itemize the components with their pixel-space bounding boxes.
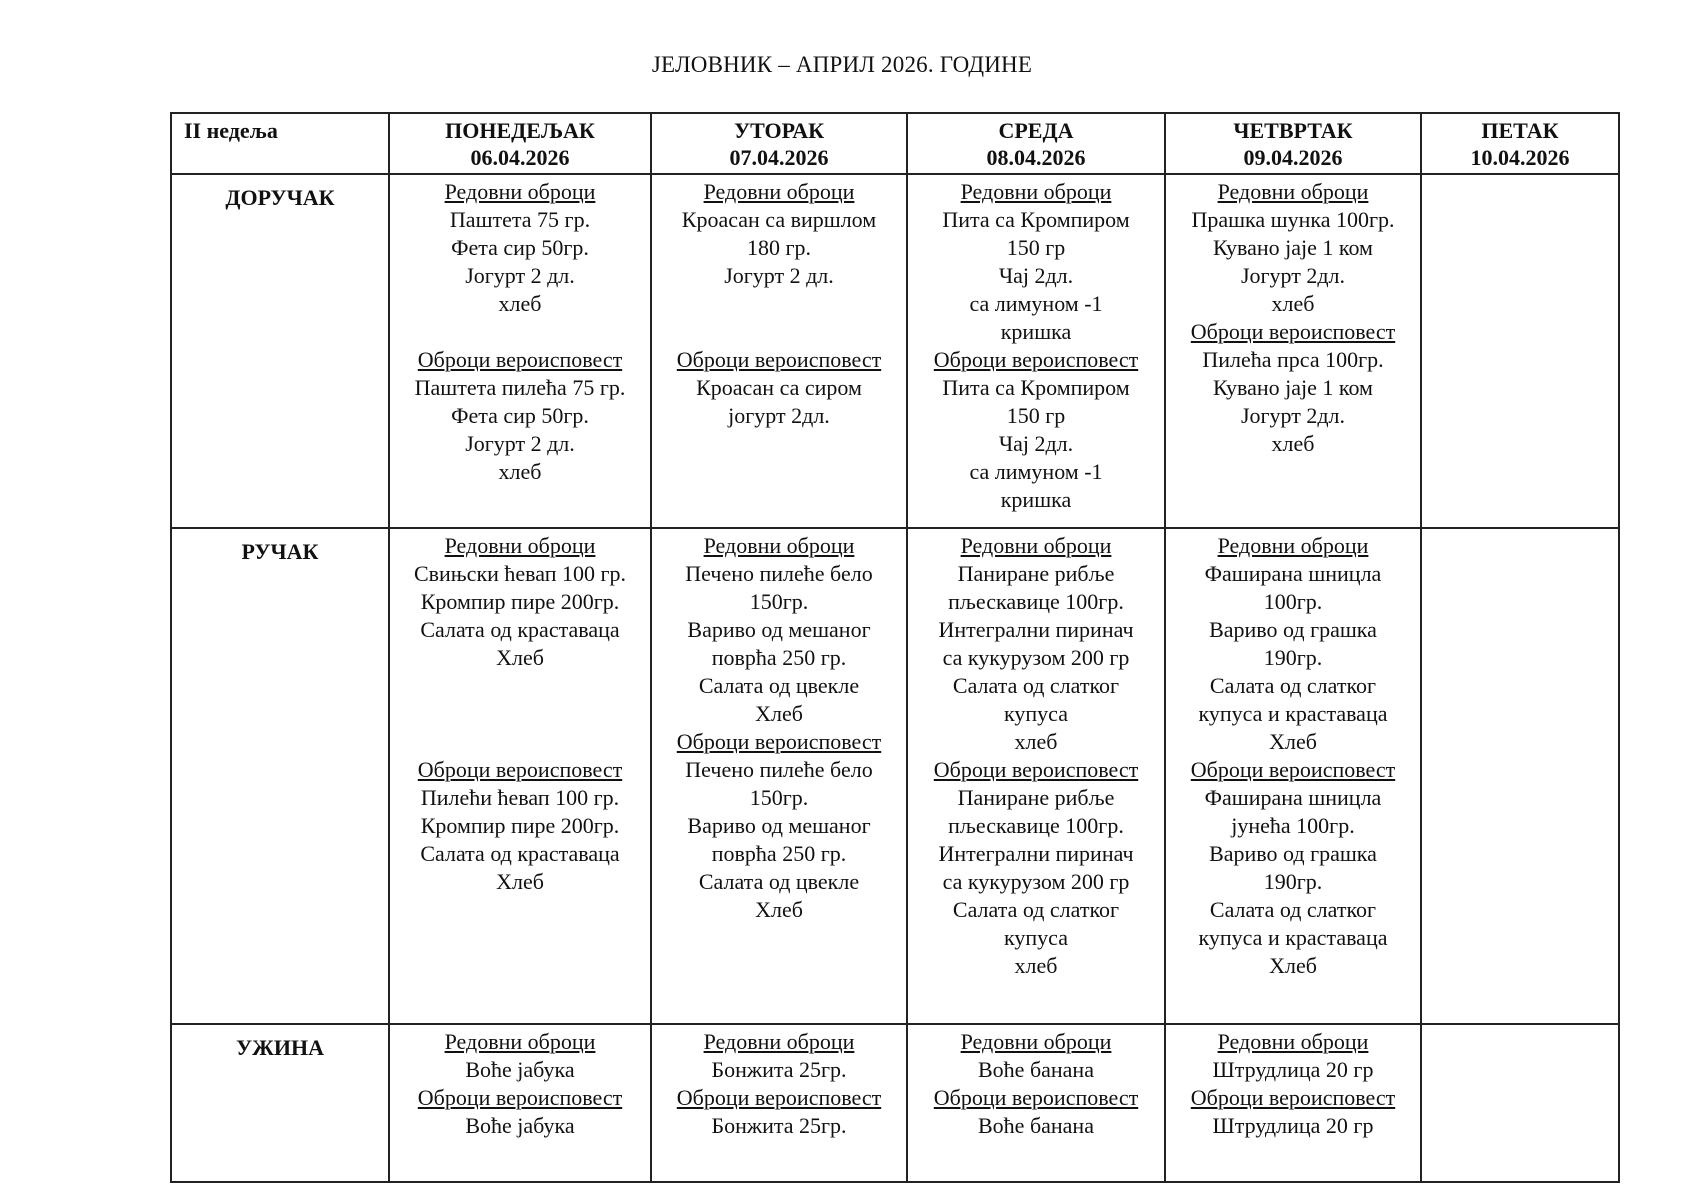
menu-cell [907,1024,1165,1182]
menu-item: пљескавице 100гр. [948,589,1124,614]
menu-item: Чај 2дл. [998,431,1074,456]
menu-item: са лимуном -1 [969,291,1103,316]
spacer [390,318,650,346]
day-header-tuesday [651,113,907,174]
menu-item: Фета сир 50гр. [451,403,589,428]
menu-item: кришка [1000,487,1072,512]
menu-item: са лимуном -1 [969,459,1103,484]
menu-item: Пита са Кромпиром [942,207,1130,232]
menu-item: Штрудлица 20 гр [1212,1057,1374,1082]
menu-item: Салата од цвекле [698,673,860,698]
day-name: ПЕТАК [1481,118,1559,143]
menu-item: Јогурт 2 дл. [465,263,575,288]
regular-meals-heading: Редовни оброци [1217,1029,1369,1054]
religious-meals-heading: Оброци вероисповест [1190,757,1396,782]
menu-item: 150 гр [1006,235,1066,260]
religious-meals-heading: Оброци вероисповест [676,347,882,372]
menu-item: Вариво од мешаног [687,813,871,838]
menu-item: пљескавице 100гр. [948,813,1124,838]
menu-item: Пита са Кромпиром [942,375,1130,400]
menu-item: купуса [1004,701,1068,726]
spacer [390,700,650,728]
day-name: УТОРАК [733,118,825,143]
day-name: СРЕДА [998,118,1074,143]
menu-item: Кромпир пире 200гр. [420,813,620,838]
day-header-monday [389,113,651,174]
menu-item: Салата од слатког [1209,673,1377,698]
menu-item: Хлеб [755,897,803,922]
menu-item: Кроасан са сиром [696,375,862,400]
spacer [652,290,906,318]
menu-item: хлеб [1271,431,1315,456]
day-date: 10.04.2026 [1470,145,1570,170]
menu-item: Воће јабука [465,1057,575,1082]
menu-item: Хлеб [755,701,803,726]
menu-table [170,112,1620,1183]
religious-meals-heading: Оброци вероисповест [417,757,623,782]
regular-meals-heading: Редовни оброци [960,533,1112,558]
menu-item: хлеб [1014,953,1058,978]
menu-item: Јогурт 2дл. [1240,263,1346,288]
menu-item: кришка [1000,319,1072,344]
menu-cell [1421,174,1619,528]
menu-item: Хлеб [1269,953,1317,978]
menu-item: 150 гр [1006,403,1066,428]
menu-cell [1421,1024,1619,1182]
menu-item: Штрудлица 20 гр [1212,1113,1374,1138]
menu-item: 180 гр. [746,235,812,260]
menu-item: Јогурт 2 дл. [465,431,575,456]
menu-item: Интегрални пиринач [938,841,1134,866]
menu-cell [907,528,1165,1024]
spacer [390,728,650,756]
day-header-thursday [1165,113,1421,174]
menu-item: поврћа 250 гр. [711,645,847,670]
menu-item: са кукурузом 200 гр [942,869,1130,894]
meal-label: РУЧАК [171,528,389,1024]
meal-row-snack [171,1024,1619,1182]
menu-item: купуса и краставаца [1198,701,1388,726]
meal-label: УЖИНА [171,1024,389,1182]
menu-cell [651,1024,907,1182]
menu-item: хлеб [1014,729,1058,754]
day-date: 06.04.2026 [470,145,570,170]
menu-item: Печено пилеће бело [685,561,873,586]
menu-item: Салата од слатког [952,673,1120,698]
menu-item: Бонжита 25гр. [711,1113,847,1138]
religious-meals-heading: Оброци вероисповест [933,757,1139,782]
regular-meals-heading: Редовни оброци [703,179,855,204]
menu-item: Паштета 75 гр. [449,207,591,232]
menu-item: Хлеб [496,645,544,670]
day-header-friday [1421,113,1619,174]
header-row [171,113,1619,174]
menu-item: Воће банана [978,1057,1094,1082]
menu-item: Салата од краставаца [420,841,620,866]
menu-cell [389,528,651,1024]
menu-item: Бонжита 25гр. [711,1057,847,1082]
menu-item: Чај 2дл. [998,263,1074,288]
regular-meals-heading: Редовни оброци [703,1029,855,1054]
menu-item: јогурт 2дл. [728,403,830,428]
menu-cell [1165,528,1421,1024]
regular-meals-heading: Редовни оброци [444,1029,596,1054]
menu-item: Паниране рибље [957,785,1115,810]
regular-meals-heading: Редовни оброци [1217,533,1369,558]
religious-meals-heading: Оброци вероисповест [676,729,882,754]
menu-item: купуса и краставаца [1198,925,1388,950]
menu-item: 100гр. [1263,589,1323,614]
menu-item: Кроасан са виршлом [681,207,877,232]
religious-meals-heading: Оброци вероисповест [1190,1085,1396,1110]
menu-item: Паштета пилећа 75 гр. [414,375,626,400]
menu-item: 150гр. [749,589,809,614]
menu-item: Вариво од грашка [1209,841,1377,866]
day-name: ЧЕТВРТАК [1233,118,1353,143]
menu-item: Јогурт 2 дл. [724,263,834,288]
day-date: 07.04.2026 [729,145,829,170]
menu-item: Интегрални пиринач [938,617,1134,642]
menu-item: Печено пилеће бело [685,757,873,782]
religious-meals-heading: Оброци вероисповест [417,1085,623,1110]
regular-meals-heading: Редовни оброци [960,1029,1112,1054]
menu-item: Фета сир 50гр. [451,235,589,260]
menu-item: 150гр. [749,785,809,810]
menu-item: Вариво од грашка [1209,617,1377,642]
menu-cell [651,174,907,528]
menu-item: Пилећи ћевап 100 гр. [420,785,620,810]
menu-cell [1165,174,1421,528]
meal-row-lunch [171,528,1619,1024]
menu-item: Кувано јаје 1 ком [1213,375,1373,400]
menu-cell [907,174,1165,528]
spacer [390,672,650,700]
day-date: 08.04.2026 [986,145,1086,170]
menu-item: хлеб [498,459,542,484]
regular-meals-heading: Редовни оброци [960,179,1112,204]
regular-meals-heading: Редовни оброци [444,179,596,204]
menu-item: Свињски ћевап 100 гр. [413,561,627,586]
menu-item: Воће банана [978,1113,1094,1138]
religious-meals-heading: Оброци вероисповест [1190,319,1396,344]
menu-item: 190гр. [1263,869,1323,894]
spacer [652,318,906,346]
menu-item: Салата од слатког [1209,897,1377,922]
religious-meals-heading: Оброци вероисповест [933,1085,1139,1110]
day-date: 09.04.2026 [1243,145,1343,170]
menu-cell [1165,1024,1421,1182]
religious-meals-heading: Оброци вероисповест [676,1085,882,1110]
menu-item: Хлеб [496,869,544,894]
menu-item: Прашка шунка 100гр. [1191,207,1395,232]
menu-item: Фаширана шницла [1204,561,1382,586]
menu-cell [389,174,651,528]
menu-item: Хлеб [1269,729,1317,754]
menu-item: хлеб [498,291,542,316]
menu-item: Салата од цвекле [698,869,860,894]
menu-item: 190гр. [1263,645,1323,670]
menu-cell [651,528,907,1024]
meal-label: ДОРУЧАК [171,174,389,528]
week-label: II недеља [171,113,389,174]
religious-meals-heading: Оброци вероисповест [933,347,1139,372]
regular-meals-heading: Редовни оброци [1217,179,1369,204]
menu-item: Салата од слатког [952,897,1120,922]
menu-item: поврћа 250 гр. [711,841,847,866]
religious-meals-heading: Оброци вероисповест [417,347,623,372]
menu-item: Кувано јаје 1 ком [1213,235,1373,260]
menu-item: Јогурт 2дл. [1240,403,1346,428]
day-header-wednesday [907,113,1165,174]
menu-item: Воће јабука [465,1113,575,1138]
page-title: ЈЕЛОВНИК – АПРИЛ 2026. ГОДИНЕ [651,52,1033,77]
menu-item: Кромпир пире 200гр. [420,589,620,614]
regular-meals-heading: Редовни оброци [703,533,855,558]
meal-row-breakfast [171,174,1619,528]
menu-item: Салата од краставаца [420,617,620,642]
menu-item: Фаширана шницла [1204,785,1382,810]
menu-item: са кукурузом 200 гр [942,645,1130,670]
menu-item: јунећа 100гр. [1231,813,1355,838]
menu-item: купуса [1004,925,1068,950]
menu-cell [389,1024,651,1182]
menu-cell [1421,528,1619,1024]
regular-meals-heading: Редовни оброци [444,533,596,558]
menu-item: Пилећа прса 100гр. [1202,347,1384,372]
day-name: ПОНЕДЕЉАК [445,118,595,143]
menu-item: Паниране рибље [957,561,1115,586]
menu-item: Вариво од мешаног [687,617,871,642]
menu-item: хлеб [1271,291,1315,316]
